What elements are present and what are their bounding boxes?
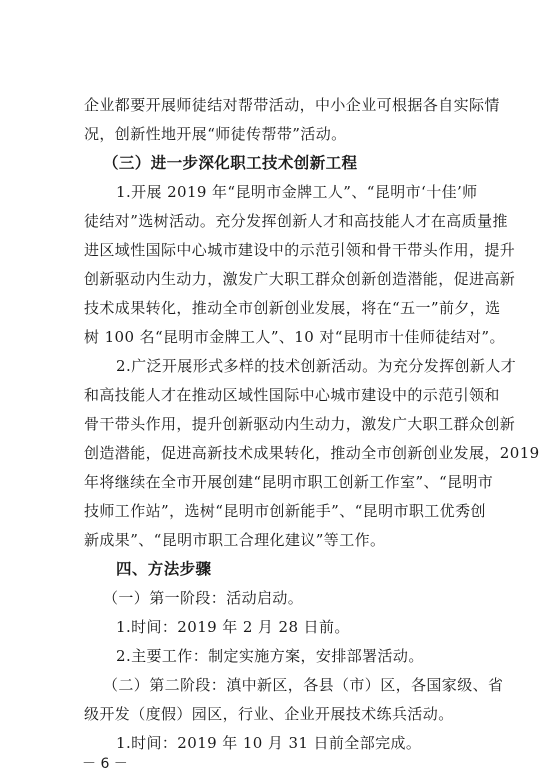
body-text-line: 技术成果转化，推动全市创新创业发展，将在“五一”前夕，选 <box>84 299 501 317</box>
body-text-line: 徒结对”选树活动。充分发挥创新人才和高技能人才在高质量推 <box>84 212 508 230</box>
page-number: － 6 － <box>82 756 128 772</box>
body-text-line: 1.开展 2019 年“昆明市金牌工人”、“昆明市‘十佳’师 <box>116 183 478 201</box>
section-heading: （三）进一步深化职工技术创新工程 <box>103 154 358 172</box>
body-text-line: 新成果”、“昆明市职工合理化建议”等工作。 <box>84 531 386 549</box>
body-text-line: 创新驱动内生动力，激发广大职工群众创新创造潜能，促进高新 <box>84 270 516 288</box>
body-text-line: 树 100 名“昆明市金牌工人”、10 对“昆明市十佳师徒结对”。 <box>84 328 505 346</box>
body-text-line: 年将继续在全市开展创建“昆明市职工创新工作室”、“昆明市 <box>84 473 494 491</box>
body-text-line: 骨干带头作用，提升创新驱动内生动力，激发广大职工群众创新 <box>84 415 516 433</box>
body-text-line: 2.主要工作：制定实施方案，安排部署活动。 <box>116 647 424 665</box>
body-text-line: （一）第一阶段：活动启动。 <box>103 589 304 607</box>
body-text-line: 级开发（度假）园区，行业、企业开展技术练兵活动。 <box>84 705 454 723</box>
body-text-line: 2.广泛开展形式多样的技术创新活动。为充分发挥创新人才 <box>116 357 517 375</box>
body-text-line: 进区域性国际中心城市建设中的示范引领和骨干带头作用，提升 <box>84 241 516 259</box>
body-text-line: 况，创新性地开展“师徒传帮带”活动。 <box>84 125 347 143</box>
body-text-line: 和高技能人才在推动区域性国际中心城市建设中的示范引领和 <box>84 386 500 404</box>
body-text-line: 1.时间：2019 年 2 月 28 日前。 <box>116 618 350 636</box>
body-text-line: 企业都要开展师徒结对帮带活动，中小企业可根据各自实际情 <box>84 96 500 114</box>
body-text-line: 1.时间：2019 年 10 月 31 日前全部完成。 <box>116 734 422 752</box>
body-text-line: （二）第二阶段：滇中新区，各县（市）区，各国家级、省 <box>103 676 504 694</box>
section-heading: 四、方法步骤 <box>116 560 212 578</box>
body-text-line: 创造潜能，促进高新技术成果转化，推动全市创新创业发展，2019 <box>84 444 540 462</box>
body-text-line: 技师工作站”，选树“昆明市创新能手”、“昆明市职工优秀创 <box>84 502 486 520</box>
